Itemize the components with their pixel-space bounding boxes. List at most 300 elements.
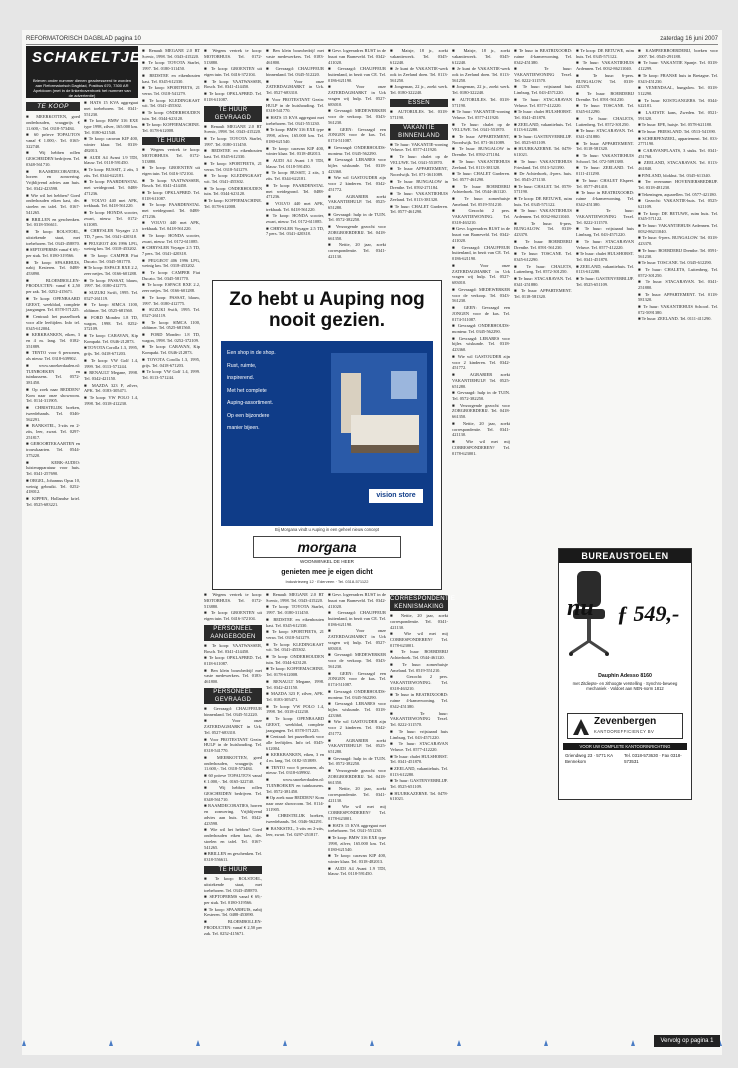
classified-ad: ■ HATS 15 KVA aggregaat met toebehoren. Tel. 0341-551230. [84, 100, 138, 117]
classified-ad: ■ Te koop: caravan KIP 400, winter klaar. Tel. 0318-482013. [266, 145, 324, 157]
classified-ad: ■ Te koop: OPENBAARD GEEST, weekblad, complete jaargangen. Tel. 0578-571225. [266, 715, 324, 733]
classified-ad: ■ ZEELAND, vakantiehuis. Tel. 0113-612280. [390, 765, 448, 777]
classified-ad: ■ AGRARIER zoekt VAKANTIEHULP. Tel. 0525-651280. [452, 371, 510, 389]
classified-ad: ■ SEPTOPERMS vanaf € 69,- per stuk. Tel. 0180-319566. [204, 894, 262, 906]
classified-ad: ■ Nettie, 20 jaar, zoekt correspondentie. Tel. 0341-421130. [390, 613, 448, 630]
classified-ad: ■ TENTO voor 6 personen, als nieuw. Tel. 0318-639902. [26, 350, 80, 362]
zevenbergen-subtitle: KANTOOREFFICIENCY BV [594, 729, 655, 734]
classified-ad: ■ PEUGEOT 406 1996 LPG, weinig km. Tel. 0318-453202. [142, 257, 200, 269]
newspaper-page [22, 30, 722, 1055]
registration-mark-icon [196, 1040, 200, 1046]
classified-ad: ■ Te koop: KLEDINGKAST wit. Tel. 0341-455302. [204, 173, 262, 184]
classified-ad: ■ Te koop: TOYOTA Starlet, 1997. Tel. 0180-311450. [204, 135, 262, 147]
classified-ad: ■ Te huur: VAKANTIEHUIS Ardennen. Tel. 0032-86211040. [638, 223, 718, 234]
classified-ad: ■ Te koop: BUSSIT, 2 zits, 3 zits. Tel. 0344-622181. [266, 170, 324, 182]
classified-ad: ■ Te huur: ZEELAND. Tel. 0111-411290. [638, 316, 712, 322]
classified-ad: ■ Wegens vertrek te koop: MOTORHUIS. Tel. 0172-513880. [204, 48, 262, 65]
classified-ad: ■ Te huur: vrijstaand huis Limburg. Tel. 043-4571220. [576, 226, 634, 238]
ads-column-6 [328, 48, 386, 276]
classified-ad: ■ KERK-AUDIO: luisterapparatuur voor huis. Tel. 0341-257690. [26, 459, 80, 477]
classified-ad: ■ Je kunt de VAKANTIE-werk ook in Zeeland doen. Tel. 0113-561250. [390, 66, 448, 83]
classified-ad: ■ Te huur: BOERDERIJ Drenthe. Tel. 0591-561230. [514, 238, 572, 250]
classified-ad: ■ Te huur: GASTENVERBLIJF. Tel. 0525-651109. [390, 778, 448, 790]
classified-ad: ■ Te koop: ONDERHOUDEN tuin. Tel. 0344-623120. [142, 109, 200, 121]
classified-ad: ■ GEBOORTEKAARTEN en trouwkaarten. Tel. 0544-375220. [26, 441, 80, 458]
classified-ad: ■ RAAMDECORATIES, horren en zonwering. Vrijblijvend advies aan huis. Tel. 0342-423598. [26, 168, 80, 191]
classified-ad: ■ BEDSTEE en eikenhouten kast. Tel. 0345-612330. [204, 148, 262, 160]
classified-ad: ■ Te huur: CHALETS, Luttenberg. Tel. 0572-301250. [514, 263, 572, 275]
ads-column-10 [576, 48, 634, 544]
classified-ad: ■ Gevraagd: hulp in de TUIN. Tel. 0572-382250. [452, 390, 510, 401]
classified-ad: ■ Te koop: HONDA scooter, zwart, nieuw. Tel. 0172-611085. [266, 213, 324, 225]
classified-ad: ■ Te huur: APPARTEMENT. Tel. 0118-581320. [576, 140, 634, 152]
classified-ad: ■ Te huur: VAKANTIE Spanje. Tel. 0318-412299. [638, 60, 718, 72]
classified-ad: ■ Te huur: 6-pers. BUNGALOW. Tel. 0318-423370. [638, 235, 718, 247]
auping-copy [227, 347, 345, 435]
classified-ad: ■ CHRYSLER Voyager 2.5 TD, 7 pers. Tel. 0341-420318. [142, 245, 200, 257]
classified-ad: ■ TOYOTA Corolla 1.3, 1995, grijs. Tel. 0418-671203. [84, 345, 138, 357]
classified-ad: ■ Centraal: het puzzelboek voor alle leeftijden. Info tel. 0345-612004. [26, 314, 80, 331]
classified-ad: ■ Te huur: FRIESLAND. Tel. 0513-541390. [638, 128, 716, 134]
heading-te-huur-2: TE HUUR [204, 866, 262, 874]
classified-ad: ■ Te koop: KOFFIEMACHINE. Tel. 0178-612008. [204, 197, 262, 209]
classified-ad: ■ Te koop: SPORTFIETS, 21 versn. Tel. 0318-541279. [204, 160, 262, 172]
classified-ad: ■ Te koop: ESPACE RXE 2.2, zeer netjes. Tel. 0166-601288. [84, 265, 138, 277]
classified-ad: ■ Te huur: CHALETS, Luttenberg. Tel. 0572-301250. [576, 115, 634, 127]
classified-ad: ■ Gevraagd: ONDERHOUDS-monteur. Tel. 0345-562290. [328, 144, 386, 156]
classified-ad: ■ HUURKAZERNE. Tel. 0478-611021. [514, 146, 572, 158]
classified-ad: ■ Te huur: VAKANTIE-woning Veluwe. Tel. 0577-411920. [452, 109, 510, 120]
classified-ad: ■ Te koop: SIMCA 1100, oldtimer. Tel. 0525-681560. [142, 319, 200, 331]
heading-te-koop: TE KOOP [26, 102, 80, 111]
classified-ad: ■ Te huur: 6-pers. BUNGALOW. Tel. 0318-423370. [576, 72, 634, 90]
auping-advertisement[interactable] [212, 280, 442, 590]
bureaustoelen-nu: nu [567, 595, 594, 621]
classified-ad: ■ Te huur: APPARTEMENT. Tel. 0118-581320. [638, 291, 718, 303]
classified-ad: ■ Te huur: TOSCANE. Tel. 0345-612290. [576, 103, 634, 115]
classified-ad: ■ BRILLEN en geschenken. Tel. 0318-556611. [204, 851, 262, 863]
classified-ad: ■ Te huur: 6-pers. BUNGALOW. Tel. 0318-423370. [514, 220, 572, 238]
classified-ad: ■ ZEELAND, vakantiehuis. Tel. 0113-612280. [576, 263, 634, 275]
classified-ad: ■ Ben klein bouwbedrijf met vaste medewerkers. Tel. 0183-461800. [266, 48, 324, 65]
classified-ad: ■ KIPPEN, Hollandse kriel. Tel. 0525-683221. [26, 495, 80, 507]
classified-ad: ■ Te koop: CARAVAN, Kip Kompakt. Tel. 0346-212873. [84, 333, 138, 344]
classified-ad: ■ Te koop: SPAARHUIS, nabij Kesteren. Tel. 0488-453890. [204, 906, 262, 918]
classified-ad: ■ Centraal: het puzzelboek voor alle leeftijden. Info tel. 0345-612004. [266, 734, 324, 751]
running-head-right: zaterdag 16 juni 2007 [660, 35, 718, 42]
classified-ad: ■ Te huur: STACARAVAN Veluwe. Tel. 0577-412220. [390, 741, 448, 752]
heading-te-huur-gevraagd: TE HUUR GEVRAAGD [204, 106, 262, 122]
classified-ad: ■ Te koop: ONDERHOUDEN tuin. Tel. 0344-623120. [204, 185, 262, 197]
classified-ad: ■ Te huur: VAKANTIEHUIS Friesland. Tel. 0513-521390. [514, 158, 572, 170]
classified-ad: ■ Voor onze ZATERDAGMARKT in Urk. Tel. 0527-683310. [204, 718, 262, 735]
classified-ad: ■ Verzorgende gezocht voor ZORGBOERDERIJ. Tel. 0418-661350. [328, 768, 386, 785]
classified-ad: ■ Ben klein bouwbedrijf met vaste medewerkers. Tel. 0183-461800. [204, 667, 262, 685]
classified-ad: ■ AUDI A4 Avant 1.9 TDI, blauw. Tel. 0118-591450. [84, 154, 138, 166]
classified-ad: ■ Te koop: ESPACE RXE 2.2, zeer netjes. Tel. 0166-601288. [142, 282, 200, 294]
classified-ad: ■ SUZUKI Swift, 1995. Tel. 0527-261119. [142, 307, 200, 319]
classified-ad: ■ Te huur: CHALET Garderen. Tel. 0577-461290. [452, 171, 510, 182]
classified-ad: ■ Voor onze ZATERDAGMARKT in Urk vragen wij hulp. Tel. 0527-683010. [328, 84, 386, 107]
classified-ad: ■ Te huur: BUNGALOW in Drenthe. Tel. 0592-271184. [390, 178, 448, 190]
classified-ad: ■ Gevr. logeeradres RUST in de buurt van Barneveld. Tel. 0342-411020. [328, 592, 386, 609]
registration-mark-icon [544, 1040, 548, 1046]
classified-ad: ■ FORD Mondeo 1.8 TD, wagon, 1998. Tel. 0252-372109. [84, 314, 138, 332]
classified-ad: ■ Te koop: VW Golf 1.4, 1999. Tel. 0113-571244. [142, 369, 200, 380]
classified-ad: ■ Te koop: PASSAT, blauw, 1997. Tel. 0180-412775. [84, 277, 138, 289]
classified-ad: ■ Te huur: APPARTEMENT. Tel. 0118-581320. [514, 288, 572, 300]
classified-ad: ■ Gevraagd: CHAUFFEUR buitenland, in bezit van CE. Tel. 0186-621190. [452, 244, 510, 262]
classified-ad: ■ Te huur: VAKANTIEHUIS Ardennen. Tel. 0032-86211040. [576, 60, 634, 72]
auping-copy-line: Auping-assortiment. [227, 400, 274, 406]
classified-ad: ■ Wij hebben rollen GESCHEIDEN bedrijven. Tel. 0348-561710. [204, 785, 262, 802]
classified-ad: ■ Te koop: GROENTEN uit eigen tuin. Tel. 0416-372104. [142, 165, 200, 176]
ads-column-5-lower [266, 592, 324, 1029]
classified-ad: ■ Te huur: BOERDERIJ Drenthe. Tel. 0591-561230. [576, 90, 634, 102]
classified-ad: ■ Te koop: SIMCA 1100, oldtimer. Tel. 0525-681560. [84, 302, 138, 314]
classified-ad: ■ Wie wil met mij CORRESPONDEREN? Tel. 0178-623001. [452, 438, 510, 456]
classified-ad: ■ Wegens vertrek te koop: MOTORHUIS. Tel. 0172-513880. [204, 592, 262, 609]
classified-ad: ■ Gevraagd: CHAUFFEUR buitenland, in bezit van CE. Tel. 0186-621190. [328, 610, 386, 627]
classified-ad: ■ Te koop: SPORTFIETS, 21 versn. Tel. 0318-541279. [266, 629, 324, 640]
classified-ad: ■ Te huur: STACARAVAN. Tel. 0341-251880. [638, 279, 718, 291]
classified-ad: ■ Voor PROTESTANT Gezin: HULP in de huishouding. Tel. 0318-541770. [266, 96, 324, 114]
classified-ad: ■ Te huur: VAKANTIEHUIS Schoorl. Tel. 072-5091380. [576, 152, 634, 164]
classified-ad: ■ Te koop: DE BETUWE, ruim huis. Tel. 0345-571122. [514, 195, 572, 207]
classified-ad: ■ Gevr. logeeradres RUST in de buurt van Barneveld. Tel. 0342-411020. [328, 48, 386, 65]
classified-ad: ■ Te huur: vrijstaand huis Limburg. Tel. 043-4571220. [390, 728, 448, 740]
classified-ad: ■ ORGEL, Johannus Opus 10, weinig gebruikt. Tel. 0252-418012. [26, 477, 80, 495]
running-head [26, 33, 718, 45]
classified-ad: ■ TOYOTA Corolla 1.3, 1995, grijs. Tel. 0418-671203. [142, 356, 200, 368]
classified-ad: ■ Te koop: ONDERHOUDEN tuin. Tel. 0344-623120. [266, 653, 324, 665]
classified-ad: ■ Te huur: EPE, huisje. Tel. 0578-621180. [638, 122, 713, 128]
classified-ad: ■ Te huur: BUNGALOW in Drenthe. Tel. 0592-271184. [452, 146, 510, 158]
classified-ad: ■ Nettie, 20 jaar, zoekt correspondentie. Tel. 0341-421130. [328, 242, 386, 259]
classified-ad: ■ CHRISTELIJK boeken, tweedehands. Tel. 0346-562291. [26, 405, 80, 422]
classified-ad: ■ Te koop: BUSSIT, 2 zits, 3 zits. Tel. 0344-622181. [84, 166, 138, 178]
classified-ad: ■ Te koop: TOYOTA Starlet, 1997. Tel. 0180-311450. [142, 60, 200, 72]
auping-copy-line: Op een bijzondere [227, 412, 270, 419]
classified-ad: ■ Te huur: VAKANTIEHUIS Schoorl. Tel. 072-5091380. [638, 304, 718, 315]
classified-ad: ■ Te koop: KLEDINGKAST wit. Tel. 0341-455302. [142, 97, 200, 109]
ads-column-8 [452, 48, 510, 1029]
classified-ad: ■ VOLVO 440 met APK, trekhaak. Tel. 0418-561220. [84, 197, 138, 209]
classified-ad: ■ Te koop: KLEDINGKAST wit. Tel. 0341-455302. [266, 641, 324, 653]
classified-ad: ■ HATS 15 KVA aggregaat met toebehoren. Tel. 0341-551230. [328, 822, 386, 834]
classified-ad: ■ Te koop: caravan KIP 400, winter klaar. Tel. 0318-482013. [84, 136, 138, 153]
classified-ad: ■ Te huur in BEATRIXOORD: ruime 4-kamerwoning. Tel. 0342-451380. [576, 190, 634, 207]
registration-mark-icon [283, 1040, 287, 1046]
classified-ad: ■ Te huur: chalet HULSHORST. Tel. 0341-451870. [514, 109, 572, 120]
auping-headline: Zo hebt u Auping nog nooit gezien. [229, 289, 425, 331]
bureaustoelen-description: met Zitdiepte- en zithoogte verstelling · Synchro-beweeg mechaniek · Voldoet aan NEN-norm 1812 [572, 681, 678, 692]
classified-ad: ■ Te huur: CHALET Elspeet. Tel. 0577-491410. [576, 177, 634, 189]
registration-mark-icon [370, 1040, 374, 1046]
classified-ad: ■ AUTORIJLES. Tel. 0318-571190. [390, 108, 448, 120]
classified-ad: ■ Gevraagd: MEDEWERKER voor de verkoop. Tel. 0343-561230. [452, 286, 510, 304]
classified-ad: ■ Nettie, 20 jaar, zoekt correspondentie. Tel. 0341-421130. [452, 420, 510, 438]
classified-ad: ■ Te koop: HONDA scooter, zwart, nieuw. Tel. 0172-611085. [142, 232, 200, 244]
morgana-slogan: genieten mee je eigen dicht [281, 569, 373, 576]
classified-ad: ■ RENAULT Megane, 1998. Tel. 0342-421150. [266, 678, 324, 690]
zevenbergen-logo [567, 713, 683, 739]
classified-ad: ■ Te huur: VAKANTIE-woning Veluwe. Tel. 0577-411920. [390, 141, 448, 153]
classified-ad: ■ Wie wil GASTOUDER zijn voor 2 kinderen. Tel. 0342-451772. [328, 175, 386, 192]
classified-ad: ■ De Achterhoek, 4-pers. huis. Tel. 0545-271130. [514, 171, 572, 182]
bureaustoelen-advertisement[interactable] [558, 548, 692, 800]
classified-ad: ■ CARAVANPLAATS, 3 stuks. Tel. 0341-451760. [638, 147, 718, 159]
classified-ad: ■ Te koop: FRANSE huis in Bretagne. Tel. 0343-451230. [638, 72, 718, 84]
ads-column-6-lower [328, 592, 386, 1029]
classified-ad: ■ Gevraagd: CHAUFFEUR buitenland, in bezit van CE. Tel. 0186-621190. [328, 66, 386, 83]
classified-ad: ■ SEPTOPERMS vanaf € 69,- per stuk. Tel. 0180-319566. [26, 247, 80, 258]
classified-ad: ■ Te koop: CAMPER Fiat Ducato. Tel. 0345-581770. [142, 270, 200, 281]
classified-ad: ■ Verzorgende gezocht voor ZORGBOERDERIJ. Tel. 0418-661350. [328, 224, 386, 241]
classified-ad: ■ FORD Mondeo 1.8 TD, wagon, 1998. Tel. 0252-372109. [142, 332, 200, 343]
classified-ad: ■ Te koop: VW Golf 1.4, 1999. Tel. 0113-571244. [84, 357, 138, 369]
classified-ad: ■ Te koop: HONDA scooter, zwart, nieuw. Tel. 0172-611085. [84, 209, 138, 227]
classified-ad: ■ Te huur: BOERDERIJ Achterhoek. Tel. 0544-461120. [390, 649, 448, 661]
bureaustoelen-price: ƒ 549,- [617, 601, 680, 626]
classified-ad: ■ Te huur: VAKANTIEHUIS Zeeland. Tel. 0113-381320. [452, 158, 510, 170]
classified-ad: ■ Te huur in BEATRIXOORD: ruime 4-kamerwoning. Tel. 0342-451380. [390, 692, 448, 709]
classified-ad: ■ Te huur: STACARAVAN Veluwe. Tel. 0577-412220. [576, 238, 634, 250]
classified-ad: ■ Te huur: GASTENVERBLIJF. Tel. 0525-651109. [514, 133, 572, 145]
classified-ad: ■ Maisje, 18 jr., zoekt vakantiewerk. Tel. 0345-612240. [452, 48, 510, 65]
classified-ad: ■ CHRISTELIJK boeken, tweedehands. Tel. 0346-562291. [266, 813, 324, 825]
classified-ad: ■ Verzorgende gezocht voor ZORGBOERDERIJ. Tel. 0418-661350. [452, 402, 510, 420]
classified-ad: ■ ZEELAND, STACARAVAN. Tel. 0113-461840. [638, 160, 718, 172]
classified-ad: ■ Te huur: TOSCANE. Tel. 0345-612290. [514, 251, 572, 263]
classified-ad: ■ Te koop: OPKLAPBED. Tel. 0118-611087. [204, 90, 262, 102]
classified-ad: ■ BLOEMBOLLEN-PRODUCTEN: vanaf € 2,50 per zak. Tel. 0252-415671. [204, 919, 262, 936]
heading-vakantie-binnenland: VAKANTIE BINNENLAND [390, 124, 448, 140]
classified-ad: ■ Wie wil met mij CORRESPONDEREN? Tel. 0178-623001. [390, 631, 448, 648]
classified-ad: ■ www.snoekerdaalen.nl: TUINBOEKEN en tuinkussens. Tel. 0572-381450. [26, 362, 80, 386]
classified-ad: ■ Te koop: OPKLAPBED. Tel. 0118-611087. [142, 189, 200, 201]
classified-ad: ■ Renault MEGANE 2.0 RT Scenic, 1998. Tel. 0343-415220. [266, 592, 324, 603]
classified-ad: ■ CHRYSLER Voyager 2.5 TD, 7 pers. Tel. 0341-420318. [266, 225, 324, 237]
classified-ad: ■ Gevraagd: ONDERHOUDS-monteur. Tel. 0345-562290. [452, 323, 510, 334]
zevenbergen-name: Zevenbergen [594, 716, 657, 727]
classified-ad: ■ RAAMDECORATIES, horren en zonwering. Vrijblijvend advies aan huis. Tel. 0342-423598. [204, 803, 262, 826]
classified-ad: ■ Te koop: BMW 316 EXE type 1998, zilver, 165.000 km. Tel. 0180-621540. [266, 127, 324, 144]
classified-ad: ■ AUTORIJLES. Tel. 0318-571190. [452, 96, 510, 108]
classified-ad: ■ Te huur: vrijstaand huis Limburg. Tel. 043-4571220. [514, 84, 572, 96]
classified-ad: ■ AUDI A4 Avant 1.9 TDI, blauw. Tel. 0118-591450. [266, 157, 324, 169]
classified-ad: ■ Te huur: GASTENVERBLIJF. Tel. 0525-651109. [576, 276, 634, 287]
classified-ad: ■ Te huur: zomerhuisje Ameland. Tel. 0519-551210. [390, 661, 448, 673]
classified-ad: ■ LAATSTE kans, Zweden. Tel. 0521-591320. [638, 109, 718, 121]
classified-ad: ■ Te huur: BOERDERIJ Drenthe. Tel. 0591-561230. [638, 247, 718, 259]
classified-ad: ■ Wie wil GASTOUDER zijn voor 2 kinderen. Tel. 0342-451772. [328, 719, 386, 736]
ads-column-7-lower [390, 592, 456, 1029]
classified-ad: ■ HUURKAZERNE. Tel. 0478-611021. [390, 790, 448, 802]
classified-ad: ■ 60 pröeve TOPAUTO'S vanaf € 1.000,-. Tel. 0165-322740. [204, 772, 262, 784]
heading-correspondentie: CORRESPONDENTIE KENNISMAKING [390, 596, 456, 610]
classified-ad: ■ Renault MEGANE 2.0 RT Scenic, 1998. Tel. 0343-415220. [142, 48, 200, 59]
heading-personeel-aangeboden: PERSONEEL AANGEBODEN [204, 625, 262, 641]
classified-ad: ■ AGRARIER zoekt VAKANTIEHULP. Tel. 0525-651280. [328, 193, 386, 211]
classified-ad: ■ Tekeningen, aquarellen. Tel. 0577-421180. [638, 191, 717, 197]
classified-ad: ■ AUDI A4 Avant 1.9 TDI, blauw. Tel. 0118-591450. [328, 865, 386, 877]
classified-ad: ■ CHRYSLER Voyager 2.5 TD, 7 pers. Tel. 0341-420318. [84, 228, 138, 239]
registration-marks [22, 1038, 722, 1048]
ads-column-7 [390, 48, 448, 276]
classified-ad: ■ Te koop: PASSAT, blauw, 1997. Tel. 0180-412775. [142, 294, 200, 306]
classified-ad: ■ Wie wil het hebben? Goed onderhouden eiken kast, div. stoelen en tafel. Tel. 0167-541265. [26, 192, 80, 215]
classified-ad: ■ Gevraagd: CHAUFFEUR binnenland. Tel. 0345-512220. [204, 705, 262, 717]
classified-ad: ■ Nettie, 20 jaar, zoekt correspondentie. Tel. 0341-421130. [328, 786, 386, 803]
classified-ad: ■ VENENDAAL, bungalow. Tel. 0318-512290. [638, 85, 718, 96]
classified-ad: ■ GEEN: Gevraagd een JONGEN voor de kas. Tel. 0174-511087. [452, 305, 510, 322]
classified-ad: ■ Te koop: TOYOTA Starlet, 1997. Tel. 0180-311450. [266, 604, 324, 616]
classified-ad: ■ Op zoek naar BEDDEN? Kom naar onze showroom. Tel. 0114-311905. [266, 795, 324, 812]
morgana-logo: morgana [253, 536, 401, 558]
classified-ad: ■ Renault MEGANE 2.0 RT Scenic, 1998. Tel. 0343-415220. [204, 123, 262, 135]
classified-ad: ■ Te koop: KOFFIEMACHINE. Tel. 0178-612008. [266, 666, 324, 678]
classified-ad: ■ Gevraagd: hulp in de TUIN. Tel. 0572-382250. [328, 755, 386, 767]
section-intro: Brieven onder nummer dienen geadresseerd te worden aan Reformatorisch Dagblad, Postbus 670, 7300 AR Apeldoorn (met in de linkerbovenhoek het nummer van de advertentie) [26, 76, 138, 98]
classified-ad: ■ SCHERPENZEEL, appartement. Tel. 033-2771190. [638, 135, 718, 147]
classified-ad: ■ Wie wil GASTOUDER zijn voor 2 kinderen. Tel. 0342-451772. [452, 353, 510, 371]
classified-ad: ■ Gevraagd: CHAUFFEUR binnenland. Tel. 0345-512220. [266, 66, 324, 77]
classified-ad: ■ Te huur: APPARTEMENT, Noordwijk. Tel. 071-3611089. [452, 133, 510, 145]
ads-column-1 [26, 100, 80, 1029]
bureaustoelen-product: Dauphin Adesso 8160 [598, 673, 652, 679]
ads-column-3 [142, 48, 200, 1029]
classified-ad: ■ TENTO voor 6 personen, als nieuw. Tel. 0318-639902. [266, 764, 324, 776]
address-left: Griendweg 23 · 5771 KA Bennekom [565, 753, 613, 764]
section-title: SCHAKELTJES [26, 46, 138, 76]
auping-copy-line: Een shop in de shop. [227, 350, 276, 356]
classified-ad: ■ Te huur: CHALETS, Luttenberg. Tel. 0572-301250. [638, 266, 718, 278]
classified-ad: ■ Te koop: BMW 316 EXE type 1998, zilver, 165.000 km. Tel. 0180-621540. [84, 118, 138, 135]
classified-ad: ■ Gevraagd: MEDEWERKER voor de verkoop. Tel. 0343-561230. [328, 108, 386, 125]
classified-ad: ■ Te koop: BMW 316 EXE type 1998, zilver, 165.000 km. Tel. 0180-621540. [328, 835, 386, 852]
classified-ad: ■ RENAULT Megane, 1998. Tel. 0342-421150. [84, 370, 138, 381]
classified-ad: ■ BEDSTEE en eikenhouten kast. Tel. 0345-612330. [142, 72, 200, 84]
classified-ad: ■ VOLVO 440 met APK, trekhaak. Tel. 0418-561220. [266, 200, 324, 212]
classified-ad: ■ BEDSTEE en eikenhouten kast. Tel. 0345-612330. [266, 616, 324, 628]
classified-ad: ■ Wie wil het hebben? Goed onderhouden eiken kast, div. stoelen en tafel. Tel. 0167-541265. [204, 827, 262, 850]
classified-ad: ■ Voor onze ZATERDAGMARKT in Urk vragen wij hulp. Tel. 0527-683010. [452, 262, 510, 286]
classified-ad: ■ Te koop: GROENTEN uit eigen tuin. Tel. 0416-372104. [204, 610, 262, 621]
classified-ad: ■ PEUGEOT 406 1996 LPG, weinig km. Tel. 0318-453202. [84, 240, 138, 252]
heading-personeel-gevraagd: PERSONEEL GEVRAAGD [204, 688, 262, 704]
classified-ad: ■ Ter overname: HOVENIERSBEDRIJF. Tel. 0318-481230. [638, 179, 718, 191]
classified-ad: ■ Wie wil met mij CORRESPONDEREN? Tel. 0178-623001. [328, 804, 386, 822]
classified-ad: ■ Te koop: GROENTEN uit eigen tuin. Tel. 0416-372104. [204, 66, 262, 77]
classified-ad: ■ Gevraagd: MEDEWERKER voor de verkoop. Tel. 0343-561230. [328, 652, 386, 669]
classified-ad: ■ Maisje, 18 jr., zoekt vakantiewerk. Tel. 0345-612240. [390, 48, 448, 65]
classified-ad: ■ KERKBANKEN, eiken, 3 en 4 m. lang. Tel. 0182-351889. [26, 332, 80, 349]
classified-ad: ■ Te huur: chalet op de VELUWE. Tel. 0341-551870. [452, 121, 510, 133]
classified-ad: ■ Te koop: VAATWASSER, Bosch. Tel. 0341-414450. [204, 78, 262, 90]
zevenbergen-mark-icon [571, 717, 591, 737]
registration-mark-icon [22, 1040, 26, 1046]
classified-ad: ■ Jongeman, 22 jr., zoekt werk. Tel. 0180-322240. [452, 84, 510, 96]
classified-ad: ■ Te koop: SPORTFIETS, 21 versn. Tel. 0318-541279. [142, 85, 200, 96]
classified-ad: ■ Te huur: BOERDERIJ Achterhoek. Tel. 0544-461120. [452, 183, 510, 195]
morgana-address: Industrieweg 12 · Ederveen · Tel. 0318-571122 [285, 579, 369, 584]
bed-photo-icon [331, 353, 427, 473]
classified-ad: ■ MEERKOTTEN, goed onderhouden, vraagprijs € 11.600,-. Tel. 0318-573484. [26, 114, 80, 131]
classified-ad: ■ Te huur: VAKANTIEHUIS Ardennen. Tel. 0032-86211040. [514, 208, 572, 220]
classified-ad: ■ Te huur: ZEELAND. Tel. 0111-411290. [576, 165, 634, 177]
classified-ad: ■ GEEN: Gevraagd een JONGEN voor de kas. Tel. 0174-511087. [328, 670, 386, 688]
classified-ad: ■ Te koop: DE BETUWE, ruim huis. Tel. 0345-571122. [638, 210, 718, 222]
classified-ad: ■ Te koop: PAARDENSTAL met weidegrond. Tel. 0488-471236. [84, 179, 138, 196]
classified-ad: ■ SUZUKI Swift, 1995. Tel. 0527-261119. [84, 290, 138, 301]
classified-ad: ■ VOLVO 440 met APK, trekhaak. Tel. 0418-561220. [142, 220, 200, 232]
vision-store-badge: vision store [369, 489, 423, 503]
ads-column-4-lower [204, 592, 262, 1029]
registration-mark-icon [457, 1040, 461, 1046]
classified-ad: ■ GEEN: Gevraagd een JONGEN voor de kas. Tel. 0174-511087. [328, 126, 386, 144]
classified-ad: ■ Te huur: KOSTGANGERS. Tel. 0344-622181. [638, 97, 718, 109]
classified-ad: ■ Gezocht: 2 pers. VAKANTIEWONING. Tel. 0318-463210. [390, 674, 448, 691]
classified-ad: ■ Te koop: PAARDENSTAL met weidegrond. Tel. 0488-471236. [266, 182, 324, 200]
classified-ad: ■ Te huur: VAKANTIEHUIS Zeeland. Tel. 0113-381320. [390, 191, 448, 202]
classified-ad: ■ Te huur: VAKANTIEWONING Texel. Tel. 0222-311570. [390, 710, 448, 728]
classified-ad: ■ Te koop: VAATWASSER, Bosch. Tel. 0341-414450. [142, 177, 200, 189]
classified-ad: ■ Te huur: chalet HULSHORST. Tel. 0341-451870. [576, 251, 634, 263]
classified-ad: ■ Voor onze ZATERDAGMARKT in Urk vragen wij hulp. Tel. 0527-683010. [328, 628, 386, 651]
classified-ad: ■ BANKSTEL, 3-zits en 2-zits, leer, zwart. Tel. 0297-251817. [26, 423, 80, 440]
registration-mark-icon [631, 1040, 635, 1046]
auping-footline: Bij Morgana vindt u Auping in een geheel nieuw concept [274, 527, 380, 532]
classified-ad: ■ Gevraagd: LERARES voor bijles wiskunde. Tel. 0318-423360. [452, 335, 510, 353]
classified-ad: ■ Te huur: STACARAVAN Veluwe. Tel. 0577-412220. [514, 96, 572, 108]
classified-ad: ■ MAZDA 323 F, zilver, APK. Tel. 0183-305471. [266, 691, 324, 702]
bureaustoelen-title: BUREAUSTOELEN [559, 549, 691, 563]
classified-ad: ■ Te huur: VAKANTIEWONING Texel. Tel. 0222-311570. [576, 208, 634, 225]
classified-ad: ■ Te huur: zomerhuisje Ameland. Tel. 0519-551210. [452, 195, 510, 207]
classified-ad: ■ FINLAND, blokhut. Tel. 0345-611340. [638, 172, 711, 178]
auping-copy-line: Met het complete [227, 387, 267, 394]
classified-ad: ■ KERKBANKEN, eiken, 3 en 4 m. lang. Tel. 0182-351889. [266, 752, 324, 764]
classified-ad: ■ ZEELAND, vakantiehuis. Tel. 0113-612280. [514, 121, 572, 133]
classified-ad: ■ Gevraagd: hulp in de TUIN. Tel. 0572-382250. [328, 211, 386, 223]
classified-ad: ■ Te huur: chalet HULSHORST. Tel. 0341-451870. [390, 753, 448, 765]
classified-ad: ■ Te koop: SPAARHUIS, nabij Kesteren. Tel. 0488-453890. [26, 259, 80, 277]
heading-essen: ESSEN [390, 99, 448, 107]
ads-column-11 [638, 48, 718, 1029]
heading-te-huur: TE HUUR [142, 137, 200, 145]
bureaustoelen-visual [559, 563, 691, 671]
classified-ad: ■ Te koop: CAMPER Fiat Ducato. Tel. 0345-581770. [84, 252, 138, 264]
classified-ad: ■ Te huur: TOSCANE. Tel. 0345-612290. [638, 260, 712, 266]
classified-ad: ■ KAMPEERBOERDERIJ, boeken voor 2007. Tel. 0545-291188. [638, 48, 718, 59]
auping-copy-line: inspirerend. [227, 375, 255, 381]
bureaustoelen-strip: VOOR UW COMPLETE KANTOORINRICHTING [563, 743, 687, 750]
classified-ad: ■ Gevr. logeeradres RUST in de buurt van Barneveld. Tel. 0342-411020. [452, 226, 510, 244]
classified-ad: ■ Te koop: DE BETUWE, ruim huis. Tel. 0345-571122. [576, 48, 634, 59]
classified-ad: ■ Gevraagd: ONDERHOUDS-monteur. Tel. 0345-562290. [328, 688, 386, 700]
classified-ad: ■ Te huur in BEATRIXOORD: ruime 4-kamerwoning. Tel. 0342-451380. [514, 48, 572, 65]
classified-ad: ■ Gezocht: 2 pers. VAKANTIEWONING. Tel. 0318-463210. [452, 208, 510, 225]
classified-ad: ■ Te koop: CARAVAN, Kip Kompakt. Tel. 0346-212873. [142, 344, 200, 356]
address-right: Tel. 0318-573630 · Fax 0318-573531 [624, 753, 682, 764]
auping-copy-line: manier bijeen. [227, 425, 260, 431]
classified-ad: ■ Te huur: STACARAVAN. Tel. 0341-251880. [514, 276, 572, 287]
classified-ad: ■ Wij hebben rollen GESCHEIDEN bedrijven. Tel. 0348-561710. [26, 150, 80, 167]
ads-column-2 [84, 100, 138, 1029]
classified-ad: ■ BLOEMBOLLEN-PRODUCTEN: vanaf € 2,50 per zak. Tel. 0252-415671. [26, 277, 80, 295]
classified-ad: ■ Te huur: VAKANTIEWONING Texel. Tel. 0222-311570. [514, 66, 572, 83]
